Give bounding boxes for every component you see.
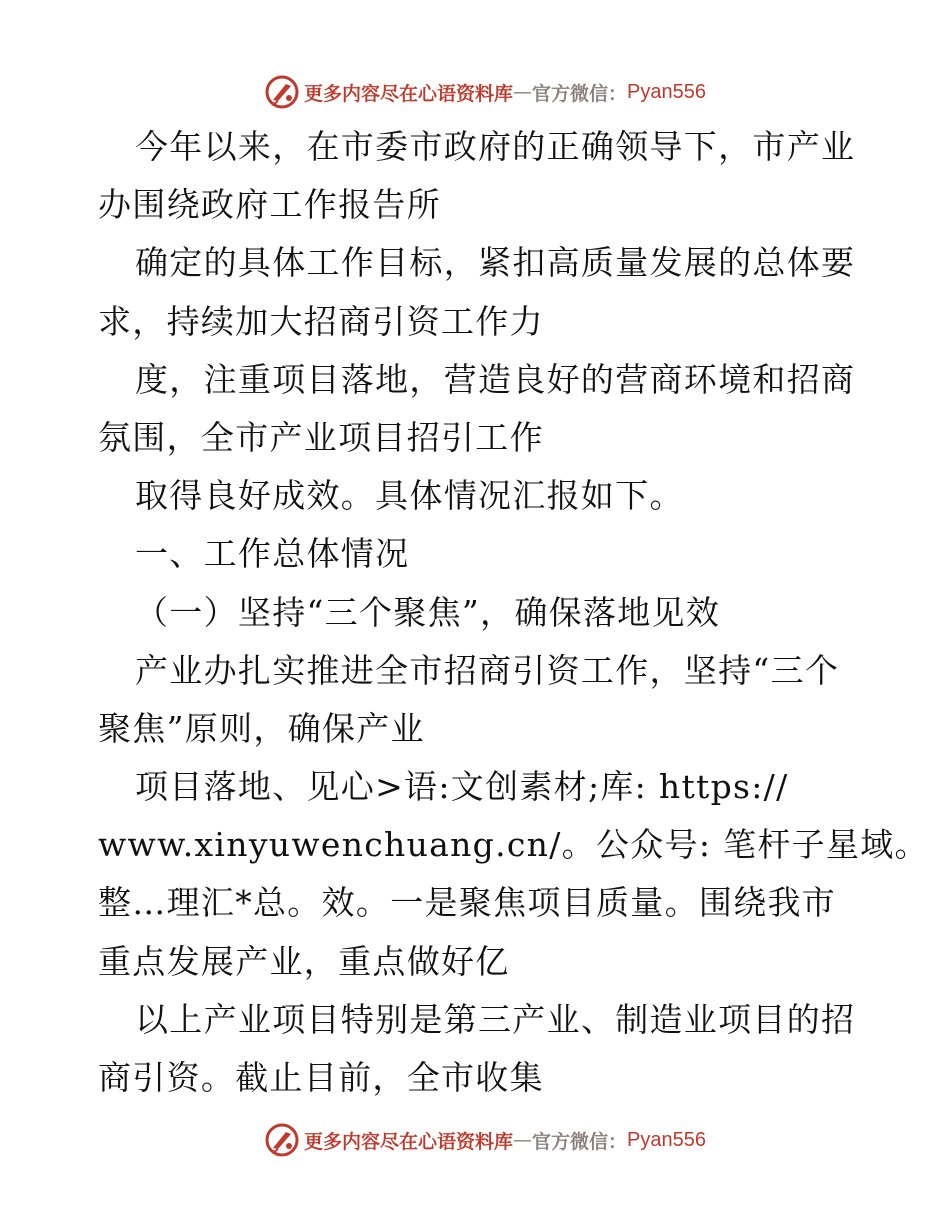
body-line: 确定的具体工作目标，紧扣高质量发展的总体要 (135, 243, 856, 283)
document-body (0, 118, 950, 1107)
subsection-heading: （一）坚持“三个聚焦”，确保落地见效 (135, 592, 721, 632)
watermark-main-text: 更多内容尽在心语资料库 (304, 1130, 514, 1153)
body-line: 聚焦”原则，确保产业 (98, 708, 425, 748)
body-line: 整…理汇*总。效。一是聚焦项目质量。围绕我市 (98, 883, 837, 923)
body-line: 项目落地、见心>语:文创素材;库: https:// (135, 767, 789, 807)
watermark-main-text: 更多内容尽在心语资料库 (304, 82, 514, 105)
body-line: 氛围，全市产业项目招引工作 (98, 417, 544, 457)
watermark-sub-text: 官方微信： (532, 1130, 628, 1153)
body-line: 以上产业项目特别是第三产业、制造业项目的招 (135, 999, 856, 1039)
body-line-url: www.xinyuwenchuang.cn/。公众号: 笔杆子星域。 (98, 825, 929, 865)
footer-watermark (0, 1120, 950, 1160)
body-line: 产业办扎实推进全市招商引资工作，坚持“三个 (135, 650, 840, 690)
body-line: 重点发展产业，重点做好亿 (98, 941, 510, 981)
quill-seal-icon (264, 74, 300, 110)
watermark-dash: — (513, 81, 533, 103)
section-heading: 一、工作总体情况 (135, 534, 410, 574)
body-line: 度，注重项目落地，营造良好的营商环境和招商 (135, 359, 856, 399)
watermark-dash: — (513, 1129, 533, 1151)
body-line: 求，持续加大招商引资工作力 (98, 301, 544, 341)
watermark-wechat-id: Pyan556 (627, 1128, 706, 1151)
body-line: 今年以来，在市委市政府的正确领导下，市产业 (135, 127, 856, 166)
watermark-sub-text: 官方微信： (532, 82, 628, 105)
watermark-wechat-id: Pyan556 (627, 80, 706, 103)
body-line: 商引资。截止目前，全市收集 (98, 1058, 544, 1097)
body-line: 办围绕政府工作报告所 (98, 185, 441, 225)
quill-seal-icon (264, 1122, 300, 1158)
body-line: 取得良好成效。具体情况汇报如下。 (135, 476, 684, 516)
header-watermark (0, 72, 950, 112)
